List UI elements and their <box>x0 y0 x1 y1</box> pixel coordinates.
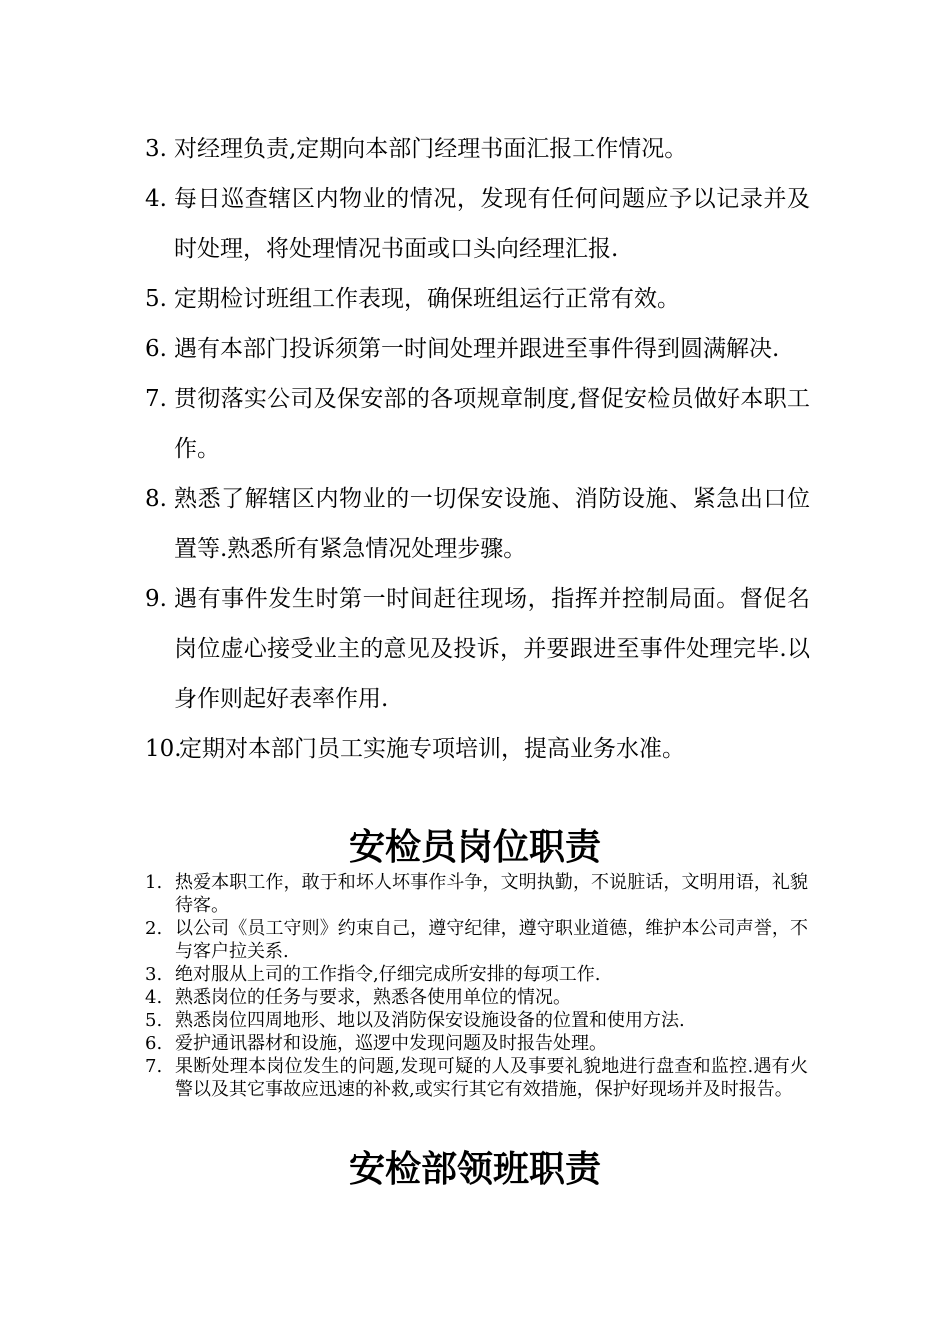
item-number: 5. <box>145 1010 163 1031</box>
item-number: 5. <box>145 286 167 312</box>
item-text: 对经理负责,定期向本部门经理书面汇报工作情况。 <box>174 136 688 162</box>
list-item <box>145 986 808 1009</box>
list-item <box>145 1055 808 1101</box>
item-text: 贯彻落实公司及保安部的各项规章制度,督促安检员做好本职工作。 <box>174 386 810 462</box>
list-item <box>145 724 810 774</box>
list-item <box>145 374 810 474</box>
item-number: 4. <box>145 987 163 1008</box>
item-text: 定期检讨班组工作表现，确保班组运行正常有效。 <box>174 286 680 312</box>
list-item <box>145 1009 808 1032</box>
item-text: 熟悉岗位四周地形、地以及消防保安设施设备的位置和使用方法. <box>175 1010 685 1031</box>
list-item <box>145 124 810 174</box>
item-number: 10. <box>145 736 182 762</box>
list-item <box>145 174 810 274</box>
item-number: 3. <box>145 136 167 162</box>
item-number: 2. <box>145 918 163 939</box>
item-text: 爱护通讯器材和设施，巡逻中发现问题及时报告处理。 <box>175 1033 607 1054</box>
section-title: 安检员岗位职责 <box>348 826 601 868</box>
item-number: 3. <box>145 964 163 985</box>
list-item <box>145 917 808 963</box>
item-text: 绝对服从上司的工作指令,仔细完成所安排的每项工作. <box>175 964 601 985</box>
item-text: 熟悉了解辖区内物业的一切保安设施、消防设施、紧急出口位置等.熟悉所有紧急情况处理步骤。 <box>174 486 810 562</box>
item-text: 定期对本部门员工实施专项培训，提高业务水准。 <box>179 736 685 762</box>
item-number: 7. <box>145 1056 163 1077</box>
inspector-duties-list <box>145 871 808 1101</box>
item-number: 4. <box>145 186 167 212</box>
item-number: 1. <box>145 872 163 893</box>
list-item <box>145 963 808 986</box>
item-number: 9. <box>145 586 167 612</box>
item-number: 6. <box>145 1033 163 1054</box>
list-item <box>145 574 810 724</box>
item-number: 8. <box>145 486 167 512</box>
item-text: 每日巡查辖区内物业的情况，发现有任何问题应予以记录并及时处理，将处理情况书面或口头向经理汇报. <box>174 186 810 262</box>
list-item <box>145 1032 808 1055</box>
item-text: 热爱本职工作，敢于和坏人坏事作斗争，文明执勤，不说脏话，文明用语，礼貌待客。 <box>175 872 808 916</box>
list-item <box>145 474 810 574</box>
item-text: 熟悉岗位的任务与要求，熟悉各使用单位的情况。 <box>175 987 571 1008</box>
list-item <box>145 274 810 324</box>
section-title: 安检部领班职责 <box>348 1148 601 1190</box>
item-number: 7. <box>145 386 167 412</box>
item-text: 以公司《员工守则》约束自己，遵守纪律，遵守职业道德，维护本公司声誉，不与客户拉关系. <box>175 918 808 962</box>
item-text: 果断处理本岗位发生的问题,发现可疑的人及事要礼貌地进行盘查和监控.遇有火警以及其它事故应迅速的补救,或实行其它有效措施，保护好现场并及时报告。 <box>175 1056 808 1100</box>
list-item <box>145 871 808 917</box>
list-item <box>145 324 810 374</box>
supervisor-duties-list <box>145 124 810 774</box>
item-text: 遇有事件发生时第一时间赶往现场，指挥并控制局面。督促名岗位虚心接受业主的意见及投诉，并要跟进至事件处理完毕.以身作则起好表率作用. <box>174 586 810 712</box>
item-number: 6. <box>145 336 167 362</box>
item-text: 遇有本部门投诉须第一时间处理并跟进至事件得到圆满解决. <box>174 336 780 362</box>
